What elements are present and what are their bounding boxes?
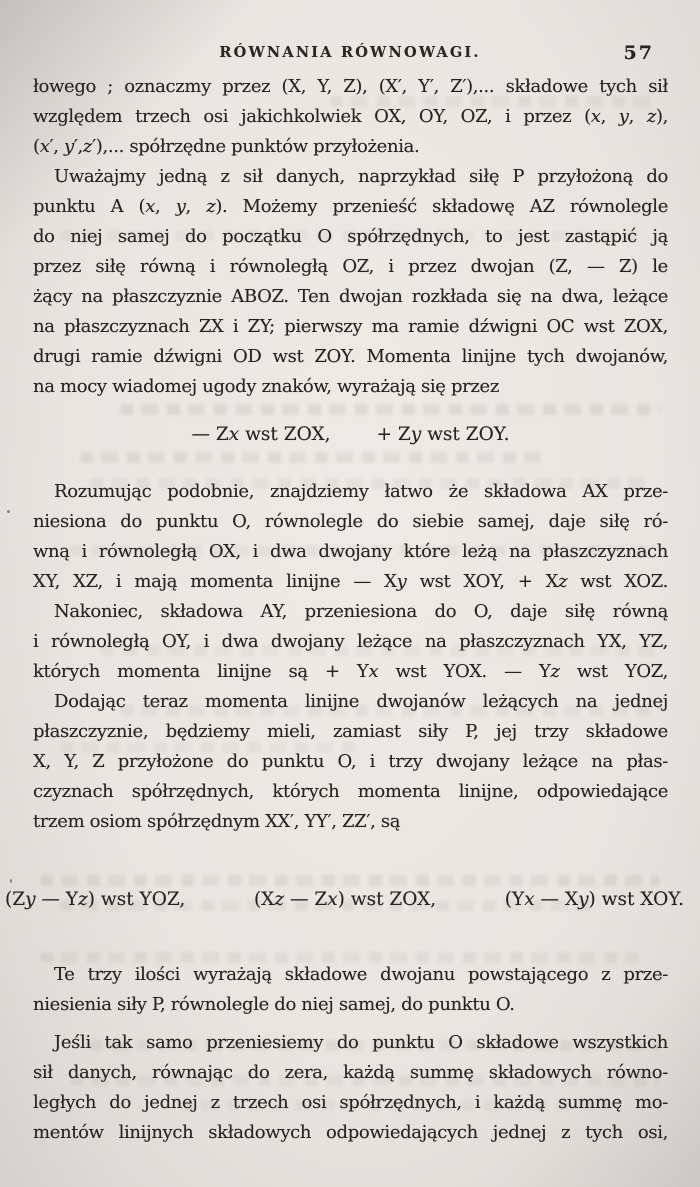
text-line: niesienia siły P, równolegle do niej samej, do punktu O. [33,994,515,1015]
text-line: czyznach spółrzędnych, których momenta linijne, odpowiedające [33,781,668,802]
paragraph [33,687,668,837]
paragraph [33,477,668,597]
text-line: Nakoniec, składowa AY, przeniesiona do O, daje siłę równą [54,601,668,622]
text-line: ległych do jednej z trzech osi spółrzędnych, i każdą summę mo- [33,1092,668,1113]
text-line: Jeśli tak samo przeniesiemy do punktu O składowe wszystkich [54,1032,668,1053]
text-line: łowego ; oznaczmy przez (X, Y, Z), (X′, Y′, Z′),... składowe tych sił [33,76,668,97]
text-line: trzem osiom spółrzędnym XX′, YY′, ZZ′, są [33,811,401,832]
paragraph [33,72,668,162]
text-line: drugi ramie dźwigni OD wst ZOY. Momenta linijne tych dwojanów, [33,346,668,367]
paragraph [33,597,668,687]
page-number: 57 [623,42,654,64]
text-line: mentów linijnych składowych odpowiedających jednej z tych osi, [33,1122,668,1143]
formula-line [5,889,684,910]
text-line: X, Y, Z przyłożone do punktu O, i trzy dwojany leżące na płas- [33,751,668,772]
page-header [0,44,700,68]
text-line: Uważajmy jedną z sił danych, naprzykład siłę P przyłożoną do [54,166,668,187]
paragraph [33,960,668,1020]
text-line: przez siłę równą i równoległą OZ, i przez dwojan (Z, — Z) le [33,256,668,277]
text-line: płaszczyznie, będziemy mieli, zamiast siły P, jej trzy składowe [33,721,668,742]
text-line: względem trzech osi jakichkolwiek OX, OY, OZ, i przez (x, y, z), [33,106,668,127]
formula-term: (Zy — Yz) wst YOZ, [5,889,186,910]
formula-term: + Zy wst ZOY. [376,424,510,445]
ink-speck [7,510,10,513]
text-line: sił danych, równając do zera, każdą summę składowych równo- [33,1062,668,1083]
paragraph [33,162,668,402]
ink-speck [10,879,12,883]
formula-term: — Zx wst ZOX, [191,424,331,445]
text-line: na mocy wiadomej ugody znaków, wyrażają się przez [33,376,499,397]
text-line: Rozumując podobnie, znajdziemy łatwo że składowa AX prze- [54,481,668,502]
text-line: i równoległą OY, i dwa dwojany leżące na płaszczyznach YX, YZ, [33,631,668,652]
text-line: wną i równoległą OX, i dwa dwojany które leżą na płaszczyznach [33,541,668,562]
page-body [5,72,684,1148]
text-line: na płaszczyznach ZX i ZY; pierwszy ma ramie dźwigni OC wst ZOX, [33,316,668,337]
text-line: których momenta linijne są + Yx wst YOX. — Yz wst YOZ, [33,661,668,682]
text-line: XY, XZ, i mają momenta linijne — Xy wst XOY, + Xz wst XOZ. [33,571,668,592]
formula-term: (Yx — Xy) wst XOY. [504,889,684,910]
formula-line [33,424,668,445]
text-line: punktu A (x, y, z). Możemy przenieść składowę AZ równolegle [33,196,668,217]
text-line: niesiona do punktu O, równolegle do siebie samej, daje siłę ró- [33,511,668,532]
running-title: RÓWNANIA RÓWNOWAGI. [219,44,481,61]
text-line: do niej samej do początku O spółrzędnych, to jest zastąpić ją [33,226,668,247]
text-line: (x′, y′,z′),... spółrzędne punktów przyłożenia. [33,136,420,157]
formula-term: (Xz — Zx) wst ZOX, [253,889,437,910]
paragraph [33,1028,668,1148]
text-line: Te trzy ilości wyrażają składowe dwojanu powstającego z prze- [54,964,668,985]
text-line: Dodając teraz momenta linijne dwojanów leżących na jednej [54,691,668,712]
text-line: żący na płaszczyznie ABOZ. Ten dwojan rozkłada się na dwa, leżące [33,286,668,307]
